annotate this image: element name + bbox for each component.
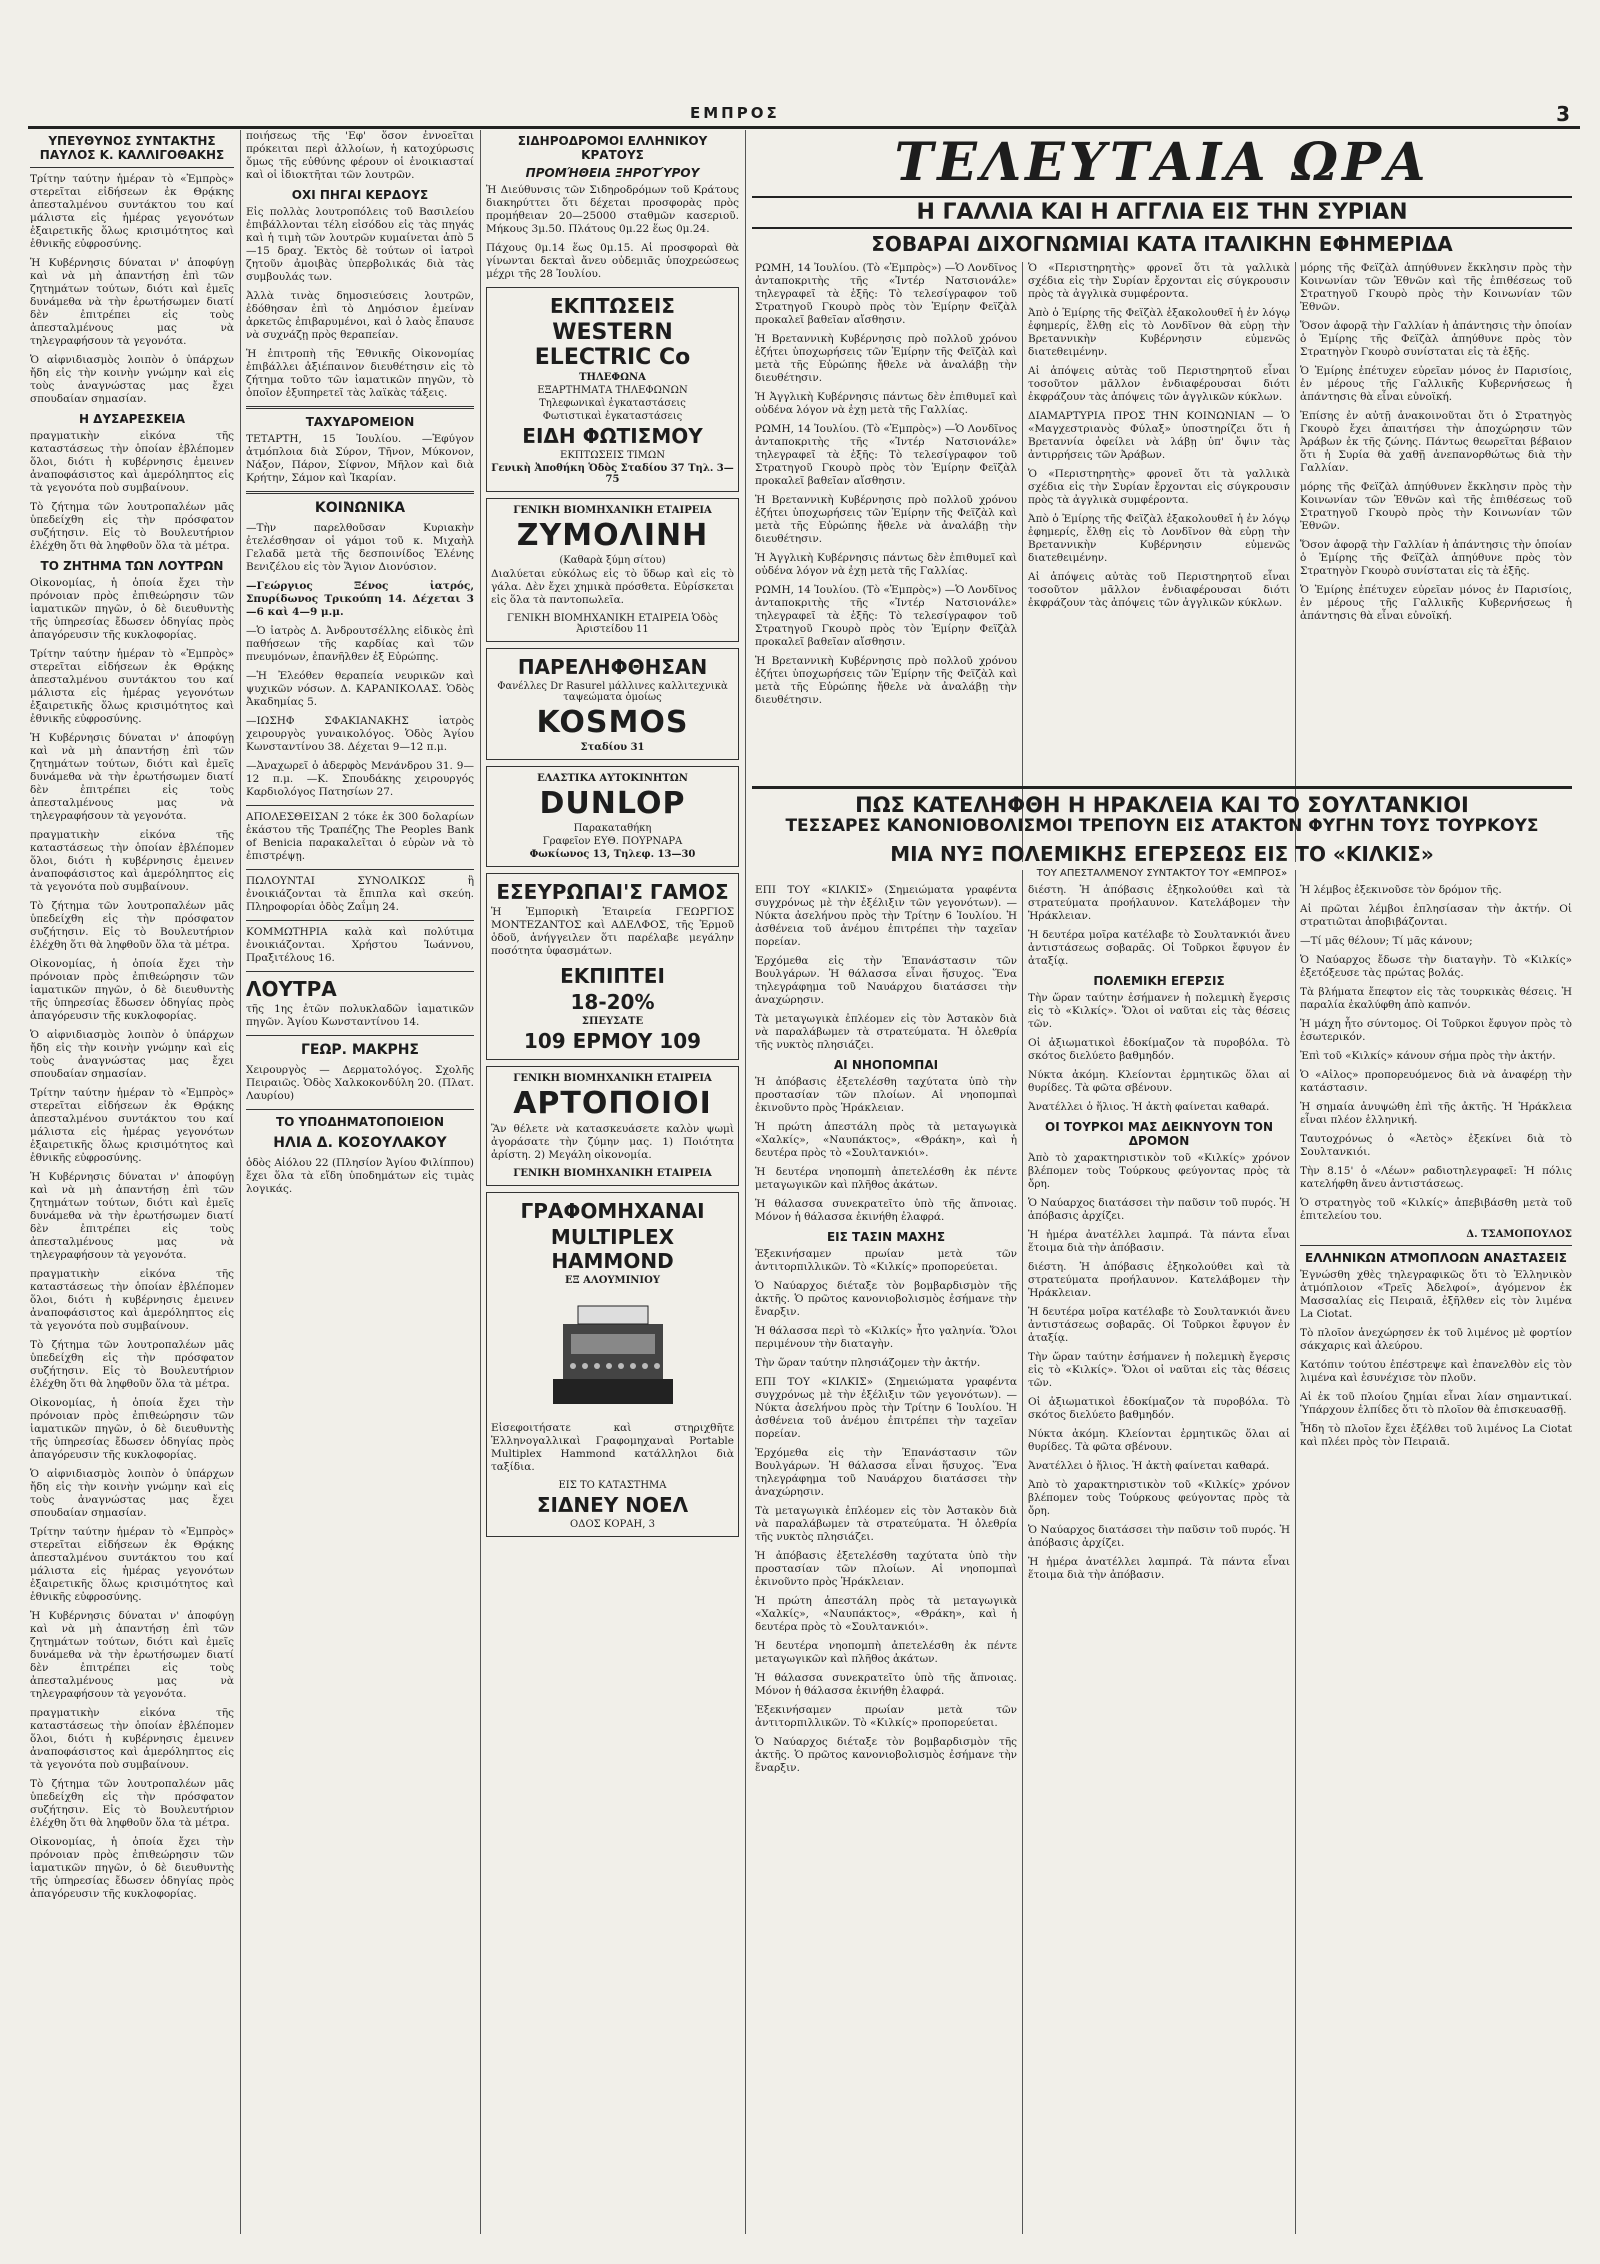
article-paragraph: Τὴν ὥραν ταύτην ἐσήμανεν ἡ πολεμικὴ ἔγερσις εἰς τὸ «Κιλκίς». Ὅλοι οἱ ναῦται εἰς τὰς θέσεις τῶν. — [1028, 992, 1290, 1030]
ad-title: ΛΟΥΤΡΑ — [246, 977, 337, 1001]
ad-text: Ἂν θέλετε νὰ κατασκευάσετε καλὸν ψωμὶ ἀγοράσατε τὴν ζύμην μας. 1) Ποιότητα ἀρίστη. 2) Μεγάλη οἰκονομία. — [491, 1123, 734, 1161]
article-paragraph: Εἰς πολλὰς λουτροπόλεις τοῦ Βασιλείου ἐπιβάλλονται τέλη εἰσόδου εἰς τὰς πηγάς καὶ ἡ τιμὴ τῶν λουτρῶν κυμαίνεται ἀπὸ 5—15 δραχ. Ἐκτὸς δὲ τούτων οἱ ἰατροὶ ζητοῦν ἀμοιβὰς ὑπερβολικάς διὰ τὰς συμβουλάς των. — [246, 206, 474, 283]
article-paragraph: Αἱ ἀπόψεις αὐτὰς τοῦ Περιστηρητοῦ εἶναι τοσοῦτον μᾶλλον ἐνδιαφέρουσαι διότι ἐκφράζουν τὰς ἀπόψεις τῶν ἀγγλικῶν κύκλων. — [1028, 571, 1290, 609]
typewriter-icon — [543, 1294, 683, 1414]
hammond-ad — [486, 1192, 739, 1537]
article-paragraph: Ἐξεκινήσαμεν πρωίαν μετὰ τῶν ἀντιτορπιλλικῶν. Τὸ «Κιλκίς» προπορεύεται. — [755, 1248, 1017, 1273]
ad-line: Φωτιστικαὶ ἐγκαταστάσεις — [542, 411, 683, 422]
section-heading: ΤΑΧΥΔΡΟΜΕΙΟΝ — [305, 415, 415, 429]
headline-2: ΣΟΒΑΡΑΙ ΔΙΧΟΓΝΩΜΙΑΙ ΚΑΤΑ ΙΤΑΛΙΚΗΝ ΕΦΗΜΕΡΙΔΑ — [871, 232, 1453, 256]
article-paragraph: ΡΩΜΗ, 14 Ἰουλίου. (Τὸ «Ἐμπρὸς») —Ὁ Λονδῖνος ἀνταποκριτὴς τῆς «Ἰντέρ Νατσιονάλε» τηλεγραφεῖ τὰ ἑξῆς: Τὸ τελεσίγραφον τοῦ Στρατηγοῦ Γκουρὸ πρὸς τὸν Ἐμίρην Φεϊζὰλ προκαλεῖ βαθεῖαν αἴσθησιν. — [755, 423, 1017, 487]
ad-brand: ΖΥΜΟΛΙΝΗ — [516, 518, 709, 553]
ad-address: 109 ΕΡΜΟΥ 109 — [523, 1029, 702, 1053]
ad-top: ΠΑΡΕΛΗΦΘΗΣΑΝ — [517, 655, 708, 679]
article-col-f — [1300, 884, 1572, 2234]
article-paragraph: Τρίτην ταύτην ἡμέραν τὸ «Ἐμπρὸς» στερεῖται εἰδήσεων ἐκ Θρᾴκης ἀπεσταλμένου συντάκτου του καί μάλιστα εἰς ἡμέρας γεγονότων ἐξαιρετικῆς ὅλως κρισιμότητος καὶ ἐθνικῆς εὐφροσύνης. — [30, 1087, 234, 1164]
article-paragraph: Ἡ δευτέρα μοῖρα κατέλαβε τὸ Σουλτανκιόι ἄνευ ἀντιστάσεως σοβαρᾶς. Οἱ Τοῦρκοι ἔφυγον ἐν ἀταξίᾳ. — [1028, 929, 1290, 967]
article-paragraph: Ἀλλὰ τινὰς δημοσιεύσεις λουτρῶν, ἐδόθησαν ἐπὶ τὸ Δημόσιον ἐμείναν ἀρκετῶς ἐπιβαρυμένοι, καὶ ὁ λαὸς ἔπαυσε νὰ συχνάζῃ πρὸς θεραπείαν. — [246, 290, 474, 341]
article-col-d — [755, 884, 1017, 2234]
article-paragraph: Τὴν 8.15' ὁ «Λέων» ραδιοτηλεγραφεῖ: Ἡ πόλις κατελήφθη ἄνευ ἀντιστάσεως. — [1300, 1165, 1572, 1190]
column-rule — [1022, 262, 1023, 862]
article-paragraph: Ἡ ἐπιτροπὴ τῆς Ἐθνικῆς Οἰκονομίας ἐπιβάλλει ἀξιέπαινον διευθέτησιν εἰς τὸ ζήτημα τοῦτο τῶν ἰαματικῶν πηγῶν, τὸ ὁποῖον ἐξυπηρετεῖ τὰς λαϊκὰς τάξεις. — [246, 348, 474, 399]
column-2 — [246, 130, 474, 2234]
article-paragraph: Νύκτα ἀκόμη. Κλείονται ἐρμητικῶς ὅλαι αἱ θυρίδες. Τὰ φῶτα σβένουν. — [1028, 1428, 1290, 1453]
ad-address: ΓΕΝΙΚΗ ΒΙΟΜΗΧΑΝΙΚΗ ΕΤΑΙΡΕΙΑ Ὁδὸς Ἀριστείδου 11 — [507, 613, 718, 635]
article-paragraph: Οἰκονομίας, ἡ ὁποία ἔχει τὴν πρόνοιαν πρὸς ἐπιθεώρησιν τῶν ἰαματικῶν πηγῶν, ὁ δὲ διευθυντὴς τῆς ὑπηρεσίας ἔδωσεν ὁδηγίας πρὸς ἀπαγόρευσιν τῆς κυκλοφορίας. — [30, 1836, 234, 1900]
ad-line: Γραφεῖον ΕΥΘ. ΠΟΥΡΝΑΡΑ — [542, 836, 683, 847]
ad-text: Ἡ Ἐμπορικὴ Ἑταιρεία ΓΕΩΡΓΙΟΣ ΜΟΝΤΕΖΑΝΤΟΣ καὶ ΑΔΕΛΦΟΣ, τῆς Ἑρμοῦ ὁδοῦ, ἀνήγγειλεν ὅτι παρέλαβε μεγάλην ποσότητα ὑφασμάτων. — [491, 906, 734, 957]
article-paragraph: Ἀπὸ ὁ Ἐμίρης τῆς Φεϊζὰλ ἐξακολουθεῖ ἡ ἐν λόγῳ ἐφημερίς, ἔλθῃ εἰς τὸ Λονδῖνον θὰ εὑρῃ τὴν Βρεταννικὴν Κυβέρνησιν εὐμενῶς διατεθειμένην. — [1028, 513, 1290, 564]
article-paragraph: Ἡ θάλασσα συνεκρατεῖτο ὑπὸ τῆς ἄπνοιας. Μόνον ἡ θάλασσα ἐκινήθη ἐλαφρά. — [755, 1198, 1017, 1223]
article-paragraph: Ἡ Κυβέρνησις δύναται ν' ἀποφύγῃ καὶ νὰ μὴ ἀπαντήσῃ ἐπὶ τῶν ζητημάτων τούτων, διότι καὶ ἐμεῖς δυνάμεθα νὰ τὴν ἐρωτήσωμεν διατί δὲν ἐπιτρέπει εἰς τοὺς ἀπεσταλμένους μας νὰ τηλεγραφήσουν τὰ γεγονότα. — [30, 257, 234, 347]
article-paragraph: Ὁ Ναύαρχος διέταξε τὸν βομβαρδισμὸν τῆς ἀκτῆς. Ὁ πρῶτος κανονιοβολισμὸς ἐσήμανε τὴν ἔναρξιν. — [755, 1736, 1017, 1774]
article-paragraph: Αἱ πρῶται λέμβοι ἐπλησίασαν τὴν ἀκτήν. Οἱ στρατιῶται ἀποβιβάζονται. — [1300, 903, 1572, 928]
ad-text: Πάχους 0μ.14 ἕως 0μ.15. Αἱ προσφοραὶ θὰ γίνωνται δεκταὶ ἄνευ οὐδεμιᾶς ὑποχρεώσεως μέχρι τῆς 28 Ἰουλίου. — [486, 242, 739, 280]
article-paragraph: Ὅσον ἀφορᾷ τὴν Γαλλίαν ἡ ἀπάντησις τὴν ὁποίαν ὁ Ἐμίρης τῆς Φεϊζὰλ ἀπηύθυνε πρὸς τὸν Στρατηγὸν Γκουρὸ συνίσταται εἰς τὰ ἑξῆς. — [1300, 320, 1572, 358]
article-paragraph: πραγματικὴν εἰκόνα τῆς καταστάσεως τὴν ὁποίαν ἐβλέπομεν ὅλοι, διότι ἡ κυβέρνησις ἐμεινεν ἀναποφάσιστος καὶ ἀμερόληπτος εἰς τὰ γεγονότα ποὺ συμβαίνουν. — [30, 829, 234, 893]
article-paragraph: Ἡ ἀπόβασις ἐξετελέσθη ταχύτατα ὑπὸ τὴν προστασίαν τῶν πλοίων. Αἱ νηοπομπαὶ ἐκινοῦντο πρὸς Ἡράκλειαν. — [755, 1550, 1017, 1588]
article-col-b — [1028, 262, 1290, 862]
article-paragraph: Ἀνατέλλει ὁ ἥλιος. Ἡ ἀκτὴ φαίνεται καθαρά. — [1028, 1101, 1270, 1113]
classified-ad: ΠΩΛΟΥΝΤΑΙ ΣΥΝΟΛΙΚΩΣ ἢ ἐνοικιάζονται τὰ ἔπιπλα καὶ σκεύη. Πληροφορίαι ὁδὸς Ζαΐμη 24. — [246, 875, 474, 913]
section-heading: ΚΟΙΝΩΝΙΚΑ — [314, 500, 406, 516]
article-paragraph: Ἡ δευτέρα νηοπομπὴ ἀπετελέσθη ἐκ πέντε μεταγωγικῶν καὶ πλῆθος ἀκάτων. — [755, 1640, 1017, 1665]
classified-ad: —Ὁ ἰατρὸς Δ. Ἀνδρουτσέλλης εἰδικὸς ἐπὶ παθήσεων τῆς καρδίας καὶ τῶν πνευμόνων, ἐπανῆλθεν ἐξ Εὐρώπης. — [246, 625, 474, 663]
article-paragraph: Οἱ ἀξιωματικοὶ ἐδοκίμαζον τὰ πυροβόλα. Τὸ σκότος διελύετο βαθμηδόν. — [1028, 1037, 1290, 1062]
article-paragraph: Τρίτην ταύτην ἡμέραν τὸ «Ἐμπρὸς» στερεῖται εἰδήσεων ἐκ Θρᾴκης ἀπεσταλμένου συντάκτου του καί μάλιστα εἰς ἡμέρας γεγονότων ἐξαιρετικῆς ὅλως κρισιμότητος καὶ ἐθνικῆς εὐφροσύνης. — [30, 648, 234, 725]
ad-text: Εἰσεφοιτήσατε καὶ στηριχθῆτε Ἑλληνογαλλικαὶ Γραφομηχαναὶ Portable Multiplex Hammond κατάλληλοι διὰ ταξίδια. — [491, 1422, 734, 1473]
ad-line: ΣΙΔΝΕΥ ΝΟΕΛ — [536, 1493, 689, 1517]
article-paragraph: ποιήσεως τῆς 'Εφ' ὅσον ἐννοεῖται πρόκειται περὶ ἀλλοίων, ἡ κατοχύρωσις ὅμως τῆς εὐθύνης φέρουν οἱ ἐνοικιασταί καὶ οἱ ἰδιοκτῆται τῶν λουτρῶν. — [246, 130, 474, 181]
banner-headline: ΤΕΛΕΥΤΑΙΑ ΩΡΑ — [894, 132, 1430, 193]
headline-5: ΜΙΑ ΝΥΞ ΠΟΛΕΜΙΚΗΣ ΕΓΕΡΣΕΩΣ ΕΙΣ ΤΟ «ΚΙΛΚΙΣ» — [890, 842, 1434, 866]
classified-ad: —Ἡ Ἐλεόθεν θεραπεία νευρικῶν καὶ ψυχικῶν νόσων. Δ. ΚΑΡΑΝΙΚΟΛΑΣ. Ὁδὸς Ἀκαδημίας 5. — [246, 670, 474, 708]
article-paragraph: —Τί μᾶς θέλουν; Τί μᾶς κάνουν; — [1300, 935, 1473, 947]
article-col-a — [755, 262, 1017, 862]
subheading: Η ΔΥΣΑΡΕΣΚΕΙΑ — [78, 412, 186, 426]
byline: ΤΟΥ ΑΠΕΣΤΑΛΜΕΝΟΥ ΣΥΝΤΑΚΤΟΥ ΤΟΥ «ΕΜΠΡΟΣ» — [1036, 868, 1288, 879]
ad-address: ΟΔΟΣ ΚΟΡΑΗ, 3 — [570, 1519, 655, 1530]
column-rule — [745, 130, 746, 2234]
article-paragraph: Ὁ «Περιστηρητὴς» φρονεῖ ὅτι τὰ γαλλικὰ σχέδια εἰς τὴν Συρίαν ἔρχονται εἰς σύγκρουσιν πρὸς τὰ ἀγγλικὰ συμφέροντα. — [1028, 468, 1290, 506]
article-paragraph: Ἡ μάχη ἦτο σύντομος. Οἱ Τοῦρκοι ἔφυγον πρὸς τὸ ἐσωτερικόν. — [1300, 1018, 1572, 1043]
article-paragraph: Ἀπὸ τὸ χαρακτηριστικὸν τοῦ «Κιλκίς» χρόνον βλέπομεν τοὺς Τούρκους φεύγοντας πρὸς τὰ ὄρη. — [1028, 1152, 1290, 1190]
article-paragraph: Αἱ ἀπόψεις αὐτὰς τοῦ Περιστηρητοῦ εἶναι τοσοῦτον μᾶλλον ἐνδιαφέρουσαι διότι ἐκφράζουν τὰς ἀπόψεις τῶν ἀγγλικῶν κύκλων. — [1028, 365, 1290, 403]
article-paragraph: Ὁ «Περιστηρητὴς» φρονεῖ ὅτι τὰ γαλλικὰ σχέδια εἰς τὴν Συρίαν ἔρχονται εἰς σύγκρουσιν πρὸς τὰ ἀγγλικὰ συμφέροντα. — [1028, 262, 1290, 300]
article-paragraph: Ἐρχόμεθα εἰς τὴν Ἐπανάστασιν τῶν Βουλγάρων. Ἡ θάλασσα εἶναι ἥσυχος. Ἕνα τηλεγράφημα τοῦ Ναυάρχου διατάσσει τὴν ἀναχώρησιν. — [755, 955, 1017, 1006]
article-paragraph: Αἱ ἐκ τοῦ πλοίου ζημίαι εἶναι λίαν σημαντικαί. Ὑπάρχουν ἐλπίδες ὅτι τὸ πλοῖον θὰ ἐπισκευασθῇ. — [1300, 1391, 1572, 1416]
ad-top: ΕΣΕΥΡΩΠΑΙ'Σ ΓΑΜΟΣ — [496, 880, 729, 904]
article-paragraph: Ἡ θάλασσα περὶ τὸ «Κιλκίς» ἦτο γαληνία. Ὅλοι περιμένουν τὴν διαταγὴν. — [755, 1325, 1017, 1350]
article-paragraph: Τὸ ζήτημα τῶν λουτροπαλέων μᾶς ὑπεδείχθη εἰς τὴν πρόσφατον συζήτησιν. Εἰς τὸ Βουλευτήριον ἐλέχθη ὅτι θὰ ληφθοῦν ὅλα τὰ μέτρα. — [30, 900, 234, 951]
ad-brand: MULTIPLEX HAMMOND — [550, 1225, 675, 1273]
article-paragraph: Ἡ Βρεταννικὴ Κυβέρνησις πρὸ πολλοῦ χρόνου ἐζήτει ὑποχωρήσεις τῶν Ἐμίρην τῆς Φεϊζὰλ καὶ μετὰ τῆς Εὐρώπης ἤθελε νὰ ἀναλάβῃ τὴν διευθέτησιν. — [755, 494, 1017, 545]
article-paragraph: Ὁ στρατηγὸς τοῦ «Κιλκίς» ἀπεβιβάσθη μετὰ τοῦ ἐπιτελείου του. — [1300, 1197, 1572, 1222]
article-paragraph: Ἡ Κυβέρνησις δύναται ν' ἀποφύγῃ καὶ νὰ μὴ ἀπαντήσῃ ἐπὶ τῶν ζητημάτων τούτων, διότι καὶ ἐμεῖς δυνάμεθα νὰ τὴν ἐρωτήσωμεν διατί δὲν ἐπιτρέπει εἰς τοὺς ἀπεσταλμένους μας νὰ τηλεγραφήσουν τὰ γεγονότα. — [30, 1610, 234, 1700]
article-col-e — [1028, 884, 1290, 2234]
headline-3: ΠΩΣ ΚΑΤΕΛΗΦΘΗ Η ΗΡΑΚΛΕΙΑ ΚΑΙ ΤΟ ΣΟΥΛΤΑΝΚΙΟΙ — [752, 786, 1572, 817]
ad-line: ΕΚΠΙΠΤΕΙ — [560, 964, 665, 988]
article-paragraph: πραγματικὴν εἰκόνα τῆς καταστάσεως τὴν ὁποίαν ἐβλέπομεν ὅλοι, διότι ἡ κυβέρνησις ἐμεινεν ἀναποφάσιστος καὶ ἀμερόληπτος εἰς τὰ γεγονότα ποὺ συμβαίνουν. — [30, 1268, 234, 1332]
ad-title: ΤΟ ΥΠΟΔΗΜΑΤΟΠΟΙΕΙΟΝ — [275, 1115, 445, 1129]
article-paragraph: ΔΙΑΜΑΡΤΥΡΙΑ ΠΡΟΣ ΤΗΝ ΚΟΙΝΩΝΙΑΝ — Ὁ «Μαγχεστριανὸς Φύλαξ» ὑποστηρίζει ὅτι ἡ Βρεταννία ὀφείλει νὰ λάβῃ ὑπ' ὄψιν τὰς ἀντιρρήσεις τῶν Ἀράβων. — [1028, 410, 1290, 461]
column-1 — [30, 130, 234, 2234]
article-paragraph: Ἀπὸ τὸ χαρακτηριστικὸν τοῦ «Κιλκίς» χρόνον βλέπομεν τοὺς Τούρκους φεύγοντας πρὸς τὰ ὄρη. — [1028, 1479, 1290, 1517]
article-paragraph: Οἰκονομίας, ἡ ὁποία ἔχει τὴν πρόνοιαν πρὸς ἐπιθεώρησιν τῶν ἰαματικῶν πηγῶν, ὁ δὲ διευθυντὴς τῆς ὑπηρεσίας ἔδωσεν ὁδηγίας πρὸς ἀπαγόρευσιν τῆς κυκλοφορίας. — [30, 1397, 234, 1461]
article-paragraph: Οἱ ἀξιωματικοὶ ἐδοκίμαζον τὰ πυροβόλα. Τὸ σκότος διελύετο βαθμηδόν. — [1028, 1396, 1290, 1421]
ad-address: Φωκίωνος 13, Τηλεφ. 13—30 — [529, 849, 696, 860]
ad-brand: ΑΡΤΟΠΟΙΟΙ — [513, 1086, 712, 1121]
article-paragraph: Ἡ ἡμέρα ἀνατέλλει λαμπρά. Τὰ πάντα εἶναι ἕτοιμα διὰ τὴν ἀπόβασιν. — [1028, 1229, 1290, 1254]
ad-brand: KOSMOS — [536, 705, 689, 740]
article-paragraph: Ὁ Ἐμίρης ἐπέτυχεν εὐρεῖαν μόνος ἐν Παρισίοις, ἐν μέρους τῆς Γαλλικῆς Κυβερνήσεως ἡ ἀπάντησις θὰ εἶναι εὐνοϊκή. — [1300, 365, 1572, 403]
article-paragraph: Ἡ Βρεταννικὴ Κυβέρνησις πρὸ πολλοῦ χρόνου ἐζήτει ὑποχωρήσεις τῶν Ἐμίρην τῆς Φεϊζὰλ καὶ μετὰ τῆς Εὐρώπης ἤθελε νὰ ἀναλάβῃ τὴν διευθέτησιν. — [755, 333, 1017, 384]
subheading: ΟΙ ΤΟΥΡΚΟΙ ΜΑΣ ΔΕΙΚΝΥΟΥΝ ΤΟΝ ΔΡΟΜΟΝ — [1045, 1120, 1273, 1148]
column-3-ads — [486, 130, 739, 2234]
ad-text: Ἡ Διεύθυνσις τῶν Σιδηροδρόμων τοῦ Κράτους διακηρύττει ὅτι δέχεται προσφορὰς πρὸς προμήθειαν 20—25000 σταθμῶν κασεριοῦ. Μήκους 3μ.50. Πλάτους 0μ.22 ἕως 0μ.24. — [486, 184, 739, 235]
montezantos-ad — [486, 873, 739, 1060]
ad-line: ΕΞΑΡΤΗΜΑΤΑ ΤΗΛΕΦΩΝΩΝ — [537, 385, 688, 396]
article-paragraph: Ἡ ἡμέρα ἀνατέλλει λαμπρά. Τὰ πάντα εἶναι ἕτοιμα διὰ τὴν ἀπόβασιν. — [1028, 1556, 1290, 1581]
column-rule — [1295, 262, 1296, 862]
article-paragraph: Ὁ Ναύαρχος διατάσσει τὴν παῦσιν τοῦ πυρός. Ἡ ἀπόβασις ἀρχίζει. — [1028, 1524, 1290, 1549]
subheading: ΠΟΛΕΜΙΚΗ ΕΓΕΡΣΙΣ — [1093, 974, 1225, 988]
column-rule — [240, 130, 241, 2234]
article-paragraph: Ὁ «Αἰλος» προπορευόμενος διὰ νὰ ἀναφέρῃ τὴν κατάστασιν. — [1300, 1069, 1572, 1094]
article-paragraph: ΤΕΤΑΡΤΗ, 15 Ἰουλίου. —Ἐφύγον ἀτμόπλοια διὰ Σύρον, Τῆνον, Μύκονον, Νάξον, Πάρον, Σίφνον, Μῆλον καὶ διὰ Κρήτην, Σάμον καὶ Ἰκαρίαν. — [246, 433, 474, 484]
article-paragraph: Ἐγνώσθη χθὲς τηλεγραφικῶς ὅτι τὸ Ἑλληνικὸν ἀτμόπλοιον «Τρεῖς Ἀδελφοί», ἀγόμενον ἐκ Μασσαλίας εἰς Πειραιᾶ, ἐξῆλθεν εἰς τὸν λιμένα La Ciotat. — [1300, 1269, 1572, 1320]
article-paragraph: Νύκτα ἀκόμη. Κλείονται ἐρμητικῶς ὅλαι αἱ θυρίδες. Τὰ φῶτα σβένουν. — [1028, 1069, 1290, 1094]
ad-address: Γενικὴ Ἀποθήκη Ὁδὸς Σταδίου 37 Τηλ. 3—75 — [491, 463, 734, 485]
page-number: 3 — [1556, 102, 1570, 126]
ad-brand: DUNLOP — [539, 786, 686, 821]
signature: Δ. ΤΣΑΜΟΠΟΥΛΟΣ — [1466, 1229, 1572, 1240]
article-paragraph: Ἡ πρώτη ἀπεστάλη πρὸς τὰ μεταγωγικὰ «Χαλκίς», «Ναυπάκτος», «Θράκη», καὶ ἡ δευτέρα πρὸς τὸ «Σουλτανκιόι». — [755, 1121, 1017, 1159]
section-heading: ΕΛΛΗΝΙΚΩΝ ΑΤΜΟΠΛΟΩΝ ΑΝΑΣΤΑΣΕΙΣ — [1305, 1251, 1567, 1265]
article-paragraph: Τὸ ζήτημα τῶν λουτροπαλέων μᾶς ὑπεδείχθη εἰς τὴν πρόσφατον συζήτησιν. Εἰς τὸ Βουλευτήριον ἐλέχθη ὅτι θὰ ληφθοῦν ὅλα τὰ μέτρα. — [30, 501, 234, 552]
article-paragraph: Ἡ σημαία ἀνυψώθη ἐπὶ τῆς ἀκτῆς. Ἡ Ἡράκλεια εἶναι πλέον ἑλληνική. — [1300, 1101, 1572, 1126]
classified-ad: ΑΠΟΛΕΣΘΕΙΣΑΝ 2 τόκε ἐκ 300 δολαρίων ἑκάστου τῆς Τραπέζης The Peoples Bank of Benicia παρακαλεῖται ὁ εὑρὼν νὰ τὸ ἐπιστρέψῃ. — [246, 811, 474, 862]
classified-ad: —Ἀναχωρεῖ ὁ ἀδερφὸς Μενάνδρου 31. 9—12 π.μ. —Κ. Σπουδάκης χειρουργός Καρδιολόγος Πατησίων 27. — [246, 760, 474, 798]
article-paragraph: Οἰκονομίας, ἡ ὁποία ἔχει τὴν πρόνοιαν πρὸς ἐπιθεώρησιν τῶν ἰαματικῶν πηγῶν, ὁ δὲ διευθυντὴς τῆς ὑπηρεσίας ἔδωσεν ὁδηγίας πρὸς ἀπαγόρευσιν τῆς κυκλοφορίας. — [30, 577, 234, 641]
article-paragraph: Οἰκονομίας, ἡ ὁποία ἔχει τὴν πρόνοιαν πρὸς ἐπιθεώρησιν τῶν ἰαματικῶν πηγῶν, ὁ δὲ διευθυντὴς τῆς ὑπηρεσίας ἔδωσεν ὁδηγίας πρὸς ἀπαγόρευσιν τῆς κυκλοφορίας. — [30, 958, 234, 1022]
article-paragraph: μόρης τῆς Φεϊζὰλ ἀπηύθυνεν ἔκκλησιν πρὸς τὴν Κοινωνίαν τῶν Ἐθνῶν καὶ τῆς ἐπιθέσεως τοῦ Στρατηγοῦ Γκουρὸ πρὸς τὴν Κοινωνίαν τῶν Ἐθνῶν. — [1300, 262, 1572, 313]
kosmos-ad — [486, 648, 739, 760]
article-paragraph: ΡΩΜΗ, 14 Ἰουλίου. (Τὸ «Ἐμπρὸς») —Ὁ Λονδῖνος ἀνταποκριτὴς τῆς «Ἰντέρ Νατσιονάλε» τηλεγραφεῖ τὰ ἑξῆς: Τὸ τελεσίγραφον τοῦ Στρατηγοῦ Γκουρὸ πρὸς τὸν Ἐμίρην Φεϊζὰλ προκαλεῖ βαθεῖαν αἴσθησιν. — [755, 262, 1017, 326]
column-rule — [1022, 870, 1023, 2234]
article-paragraph: Τὸ ζήτημα τῶν λουτροπαλέων μᾶς ὑπεδείχθη εἰς τὴν πρόσφατον συζήτησιν. Εἰς τὸ Βουλευτήριον ἐλέχθη ὅτι θὰ ληφθοῦν ὅλα τὰ μέτρα. — [30, 1339, 234, 1390]
article-paragraph: πραγματικὴν εἰκόνα τῆς καταστάσεως τὴν ὁποίαν ἐβλέπομεν ὅλοι, διότι ἡ κυβέρνησις ἐμεινεν ἀναποφάσιστος καὶ ἀμερόληπτος εἰς τὰ γεγονότα ποὺ συμβαίνουν. — [30, 430, 234, 494]
article-paragraph: Ὁ αἰφνιδιασμὸς λοιπὸν ὁ ὑπάρχων ἤδη εἰς τὴν κοινὴν γνώμην καὶ εἰς τοὺς ἀναγνώστας μας ἔχει σπουδαίαν σημασίαν. — [30, 1468, 234, 1519]
article-paragraph: Τὰ μεταγωγικὰ ἐπλέομεν εἰς τὸν Ἀστακὸν διὰ νὰ παραλάβωμεν τὰ στρατεύματα. Ἡ ὁλεθρία τῆς νυκτὸς πλησιάζει. — [755, 1505, 1017, 1543]
subheading: ΟΧΙ ΠΗΓΑΙ ΚΕΡΔΟΥΣ — [291, 188, 429, 202]
article-paragraph: Ἐπὶ τοῦ «Κιλκίς» κάνουν σήμα πρὸς τὴν ἀκτήν. — [1300, 1050, 1556, 1062]
ad-sub: ΕΞ ΑΛΟΥΜΙΝΙΟΥ — [565, 1275, 660, 1286]
article-paragraph: Ἦδη τὸ πλοῖον ἔχει ἐξέλθει τοῦ λιμένος La Ciotat καὶ πλέει πρὸς τὸν Πειραιᾶ. — [1300, 1423, 1572, 1448]
article-paragraph: πραγματικὴν εἰκόνα τῆς καταστάσεως τὴν ὁποίαν ἐβλέπομεν ὅλοι, διότι ἡ κυβέρνησις ἐμεινεν ἀναποφάσιστος καὶ ἀμερόληπτος εἰς τὰ γεγονότα ποὺ συμβαίνουν. — [30, 1707, 234, 1771]
article-paragraph: Τρίτην ταύτην ἡμέραν τὸ «Ἐμπρὸς» στερεῖται εἰδήσεων ἐκ Θρᾴκης ἀπεσταλμένου συντάκτου του καί μάλιστα εἰς ἡμέρας γεγονότων ἐξαιρετικῆς ὅλως κρισιμότητος καὶ ἐθνικῆς εὐφροσύνης. — [30, 1526, 234, 1603]
article-paragraph: Ἡ λέμβος ἐξεκινοῦσε τὸν δρόμον τῆς. — [1300, 884, 1502, 896]
article-paragraph: Κατόπιν τούτου ἐπέστρεψε καὶ ἐπανελθὸν εἰς τὸν λιμένα καὶ ἐσυνέχισε τὸν πλοῦν. — [1300, 1359, 1572, 1384]
article-paragraph: Ἐρχόμεθα εἰς τὴν Ἐπανάστασιν τῶν Βουλγάρων. Ἡ θάλασσα εἶναι ἥσυχος. Ἕνα τηλεγράφημα τοῦ Ναυάρχου διατάσσει τὴν ἀναχώρησιν. — [755, 1447, 1017, 1498]
ad-line: ΕΙΣ ΤΟ ΚΑΤΑΣΤΗΜΑ — [558, 1480, 667, 1491]
ad-line: ΕΚΠΤΩΣΕΙΣ ΤΙΜΩΝ — [560, 450, 665, 461]
editor-heading: ΥΠΕΥΘΥΝΟΣ ΣΥΝΤΑΚΤΗΣ ΠΑΥΛΟΣ Κ. ΚΑΛΛΙΓΟΘΑΚΗΣ — [39, 134, 225, 162]
ad-line: Παρακαταθήκη — [573, 823, 652, 834]
article-paragraph: Ἐπίσης ἐν αὐτῇ ἀνακοινοῦται ὅτι ὁ Στρατηγὸς Γκουρὸ ἔχει ἀπαιτήσει τὴν ἀποχώρησιν τῶν Ἀράβων ἐκ τῆς ζώνης. Πάντως θεωρεῖται βέβαιον ὅτι ἡ Συρία θὰ χαθῇ ἀνεπανορθώτως διὰ τὴν Γαλλίαν. — [1300, 410, 1572, 474]
column-rule — [1295, 870, 1296, 2234]
ad-line: Φανέλλες Dr Rasurel μάλλινες καλλιτεχνικὰ ταψεώματα ὁμοίως — [497, 681, 728, 703]
subheading: ΤΟ ΖΗΤΗΜΑ ΤΩΝ ΛΟΥΤΡΩΝ — [40, 559, 224, 573]
article-paragraph: Ἡ Ἀγγλικὴ Κυβέρνησις πάντως δὲν ἐπιθυμεῖ καὶ οὐδένα λόγον νὰ ἐχῃ μετὰ τῆς Γαλλίας. — [755, 391, 1017, 416]
article-paragraph: Ἀπὸ ὁ Ἐμίρης τῆς Φεϊζὰλ ἐξακολουθεῖ ἡ ἐν λόγῳ ἐφημερίς, ἔλθῃ εἰς τὸ Λονδῖνον θὰ εὑρῃ τὴν Βρεταννικὴν Κυβέρνησιν εὐμενῶς διατεθειμένην. — [1028, 307, 1290, 358]
ad-sub: (Καθαρὰ ξύμη σίτου) — [559, 555, 666, 566]
classified-ad: τῆς 1ης ἐτῶν πολυκλαδῶν ἰαματικῶν πηγῶν. Ἁγίου Κωνσταντίνου 14. — [246, 1003, 474, 1028]
article-paragraph: Ἐξεκινήσαμεν πρωίαν μετὰ τῶν ἀντιτορπιλλικῶν. Τὸ «Κιλκίς» προπορεύεται. — [755, 1704, 1017, 1729]
article-paragraph: Ὁ Ναύαρχος διέταξε τὸν βομβαρδισμὸν τῆς ἀκτῆς. Ὁ πρῶτος κανονιοβολισμὸς ἐσήμανε τὴν ἔναρξιν. — [755, 1280, 1017, 1318]
article-paragraph: διέστη. Ἡ ἀπόβασις ἐξηκολούθει καὶ τὰ στρατεύματα προήλαυνον. Κατελάβομεν τὴν Ἡράκλειαν. — [1028, 884, 1290, 922]
masthead-rule — [28, 112, 1580, 129]
ad-line: ΣΠΕΥΣΑΤΕ — [581, 1016, 644, 1027]
ad-heading: ΣΙΔΗΡΟΔΡΟΜΟΙ ΕΛΛΗΝΙΚΟΥ ΚΡΑΤΟΥΣ — [517, 134, 708, 162]
article-paragraph: Τὴν ὥραν ταύτην πλησιάζομεν τὴν ἀκτήν. — [755, 1357, 981, 1369]
ad-text: Διαλύεται εὐκόλως εἰς τὸ ὕδωρ καὶ εἰς τὸ γάλα. Δὲν ἔχει χημικὰ πρόσθετα. Εὑρίσκεται εἰς ὅλα τὰ παντοπωλεῖα. — [491, 568, 734, 606]
ad-line: ΤΗΛΕΦΩΝΑ — [579, 372, 646, 383]
article-paragraph: Ἡ πρώτη ἀπεστάλη πρὸς τὰ μεταγωγικὰ «Χαλκίς», «Ναυπάκτος», «Θράκη», καὶ ἡ δευτέρα πρὸς τὸ «Σουλτανκιόι». — [755, 1595, 1017, 1633]
ad-top: ΕΛΑΣΤΙΚΑ ΑΥΤΟΚΙΝΗΤΩΝ — [537, 773, 688, 784]
article-paragraph: Τὸ πλοῖον ἀνεχώρησεν ἐκ τοῦ λιμένος μὲ φορτίον σάκχαρις καὶ ἀλεύρου. — [1300, 1327, 1572, 1352]
article-paragraph: Ἡ θάλασσα συνεκρατεῖτο ὑπὸ τῆς ἄπνοιας. Μόνον ἡ θάλασσα ἐκινήθη ἐλαφρά. — [755, 1672, 1017, 1697]
article-paragraph: Ὁ αἰφνιδιασμὸς λοιπὸν ὁ ὑπάρχων ἤδη εἰς τὴν κοινὴν γνώμην καὶ εἰς τοὺς ἀναγνώστας μας ἔχει σπουδαίαν σημασίαν. — [30, 1029, 234, 1080]
ad-top: ΓΕΝΙΚΗ ΒΙΟΜΗΧΑΝΙΚΗ ΕΤΑΙΡΕΙΑ — [513, 1073, 712, 1084]
article-paragraph: Ἡ Κυβέρνησις δύναται ν' ἀποφύγῃ καὶ νὰ μὴ ἀπαντήσῃ ἐπὶ τῶν ζητημάτων τούτων, διότι καὶ ἐμεῖς δυνάμεθα νὰ τὴν ἐρωτήσωμεν διατί δὲν ἐπιτρέπει εἰς τοὺς ἀπεσταλμένους μας νὰ τηλεγραφήσουν τὰ γεγονότα. — [30, 1171, 234, 1261]
classified-ad: —Γεώργιος Ξένος ἰατρός, Σπυρίδωνος Τρικούπη 14. Δέχεται 3—6 καὶ 4—9 μ.μ. — [246, 580, 474, 618]
classified-ad: —ΙΩΣΗΦ ΣΦΑΚΙΑΝΑΚΗΣ ἰατρὸς χειρουργὸς γυναικολόγος. Ὁδὸς Ἁγίου Κωνσταντίνου 38. Δέχεται 9—12 π.μ. — [246, 715, 474, 753]
article-paragraph: Ὁ Ναύαρχος διατάσσει τὴν παῦσιν τοῦ πυρός. Ἡ ἀπόβασις ἀρχίζει. — [1028, 1197, 1290, 1222]
article-paragraph: Ἡ ἀπόβασις ἐξετελέσθη ταχύτατα ὑπὸ τὴν προστασίαν τῶν πλοίων. Αἱ νηοπομπαὶ ἐκινοῦντο πρὸς Ἡράκλειαν. — [755, 1076, 1017, 1114]
article-paragraph: Τὴν ὥραν ταύτην ἐσήμανεν ἡ πολεμικὴ ἔγερσις εἰς τὸ «Κιλκίς». Ὅλοι οἱ ναῦται εἰς τὰς θέσεις τῶν. — [1028, 1351, 1290, 1389]
article-paragraph: Τρίτην ταύτην ἡμέραν τὸ «Ἐμπρὸς» στερεῖται εἰδήσεων ἐκ Θρᾴκης ἀπεσταλμένου συντάκτου του καί μάλιστα εἰς ἡμέρας γεγονότων ἐξαιρετικῆς ὅλως κρισιμότητος καὶ ἐθνικῆς εὐφροσύνης. — [30, 173, 234, 250]
classified-ad: ὁδὸς Αἰόλου 22 (Πλησίον Ἁγίου Φιλίππου) ἔχει ὅλα τὰ εἴδη ὑποδημάτων εἰς τιμὰς λογικάς. — [246, 1157, 474, 1195]
subheading: ΕΙΣ ΤΑΣΙΝ ΜΑΧΗΣ — [826, 1230, 946, 1244]
ad-line: Τηλεφωνικαὶ ἐγκαταστάσεις — [539, 398, 686, 409]
classified-ad: ΚΟΜΜΩΤΗΡΙΑ καλὰ καὶ πολύτιμα ἐνοικιάζονται. Χρήστου Ἰωάννου, Πραξιτέλους 16. — [246, 926, 474, 964]
article-paragraph: διέστη. Ἡ ἀπόβασις ἐξηκολούθει καὶ τὰ στρατεύματα προήλαυνον. Κατελάβομεν τὴν Ἡράκλειαν. — [1028, 1261, 1290, 1299]
article-paragraph: Ὅσον ἀφορᾷ τὴν Γαλλίαν ἡ ἀπάντησις τὴν ὁποίαν ὁ Ἐμίρης τῆς Φεϊζὰλ ἀπηύθυνε πρὸς τὸν Στρατηγὸν Γκουρὸ συνίσταται εἰς τὰ ἑξῆς. — [1300, 539, 1572, 577]
ad-line: 18-20% — [570, 990, 655, 1014]
article-paragraph: Ἡ δευτέρα νηοπομπὴ ἀπετελέσθη ἐκ πέντε μεταγωγικῶν καὶ πλῆθος ἀκάτων. — [755, 1166, 1017, 1191]
article-paragraph: ΕΠΙ ΤΟΥ «ΚΙΛΚΙΣ» (Σημειώματα γραφέντα συγχρόνως μὲ τὴν ἐξέλιξιν τῶν γεγονότων). —Νύκτα ἀσελήνου πρὸς τὴν Τρίτην 6 Ἰουλίου. Ἡ ἀσθένεια τοῦ ἀνέμου ἐπιτρέπει τὴν ταχεῖαν πορείαν. — [755, 884, 1017, 948]
article-paragraph: ΡΩΜΗ, 14 Ἰουλίου. (Τὸ «Ἐμπρὸς») —Ὁ Λονδῖνος ἀνταποκριτὴς τῆς «Ἰντέρ Νατσιονάλε» τηλεγραφεῖ τὰ ἑξῆς: Τὸ τελεσίγραφον τοῦ Στρατηγοῦ Γκουρὸ πρὸς τὸν Ἐμίρην Φεϊζὰλ προκαλεῖ βαθεῖαν αἴσθησιν. — [755, 584, 1017, 648]
article-paragraph: Τὰ μεταγωγικὰ ἐπλέομεν εἰς τὸν Ἀστακὸν διὰ νὰ παραλάβωμεν τὰ στρατεύματα. Ἡ ὁλεθρία τῆς νυκτὸς πλησιάζει. — [755, 1013, 1017, 1051]
ad-title: ΓΕΩΡ. ΜΑΚΡΗΣ — [301, 1042, 419, 1058]
masthead-title: ΕΜΠΡΟΣ — [690, 104, 780, 122]
article-paragraph: Ἡ Βρεταννικὴ Κυβέρνησις πρὸ πολλοῦ χρόνου ἐζήτει ὑποχωρήσεις τῶν Ἐμίρην τῆς Φεϊζὰλ καὶ μετὰ τῆς Εὐρώπης ἤθελε νὰ ἀναλάβῃ τὴν διευθέτησιν. — [755, 655, 1017, 706]
classified-ad: Χειρουργὸς — Δερματολόγος. Σχολῆς Πειραιῶς. Ὁδὸς Χαλκοκονδύλη 20. (Πλατ. Λαυρίου) — [246, 1064, 474, 1102]
ad-top: ΓΕΝΙΚΗ ΒΙΟΜΗΧΑΝΙΚΗ ΕΤΑΙΡΕΙΑ — [513, 505, 712, 516]
article-paragraph: Ἀνατέλλει ὁ ἥλιος. Ἡ ἀκτὴ φαίνεται καθαρά. — [1028, 1460, 1270, 1472]
column-rule — [480, 130, 481, 2234]
ad-subheading: ΠΡΟΜΉΘΕΙΑ ΞΗΡΟΤΎΡΟΥ — [525, 166, 700, 180]
headline-1: Η ΓΑΛΛΙΑ ΚΑΙ Η ΑΓΓΛΙΑ ΕΙΣ ΤΗΝ ΣΥΡΙΑΝ — [752, 196, 1572, 229]
zymolini-ad — [486, 498, 739, 642]
headline-4: ΤΕΣΣΑΡΕΣ ΚΑΝΟΝΙΟΒΟΛΙΣΜΟΙ ΤΡΕΠΟΥΝ ΕΙΣ ΑΤΑΚΤΟΝ ΦΥΓΗΝ ΤΟΥΣ ΤΟΥΡΚΟΥΣ — [785, 816, 1539, 836]
article-paragraph: Τὰ βλήματα ἔπεφτον εἰς τὰς τουρκικὰς θέσεις. Ἡ παραλία ἐκαλύφθη ἀπὸ καπνόν. — [1300, 986, 1572, 1011]
ad-title: ΗΛΙΑ Δ. ΚΟΣΟΥΛΑΚΟΥ — [273, 1135, 447, 1151]
ad-address: Σταδίου 31 — [580, 742, 645, 753]
article-paragraph: Ὁ Ἐμίρης ἐπέτυχεν εὐρεῖαν μόνος ἐν Παρισίοις, ἐν μέρους τῆς Γαλλικῆς Κυβερνήσεως ἡ ἀπάντησις θὰ εἶναι εὐνοϊκή. — [1300, 584, 1572, 622]
article-paragraph: Ἡ δευτέρα μοῖρα κατέλαβε τὸ Σουλτανκιόι ἄνευ ἀντιστάσεως σοβαρᾶς. Οἱ Τοῦρκοι ἔφυγον ἐν ἀταξίᾳ. — [1028, 1306, 1290, 1344]
subheading: ΑΙ ΝΗΟΠΟΜΠΑΙ — [833, 1058, 939, 1072]
article-paragraph: ΕΠΙ ΤΟΥ «ΚΙΛΚΙΣ» (Σημειώματα γραφέντα συγχρόνως μὲ τὴν ἐξέλιξιν τῶν γεγονότων). —Νύκτα ἀσελήνου πρὸς τὴν Τρίτην 6 Ἰουλίου. Ἡ ἀσθένεια τοῦ ἀνέμου ἐπιτρέπει τὴν ταχεῖαν πορείαν. — [755, 1376, 1017, 1440]
article-paragraph: Ἡ Κυβέρνησις δύναται ν' ἀποφύγῃ καὶ νὰ μὴ ἀπαντήσῃ ἐπὶ τῶν ζητημάτων τούτων, διότι καὶ ἐμεῖς δυνάμεθα νὰ τὴν ἐρωτήσωμεν διατί δὲν ἐπιτρέπει εἰς τοὺς ἀπεσταλμένους μας νὰ τηλεγραφήσουν τὰ γεγονότα. — [30, 732, 234, 822]
ad-top: ΓΡΑΦΟΜΗΧΑΝΑΙ — [520, 1199, 705, 1223]
ad-line: ΕΙΔΗ ΦΩΤΙΣΜΟΥ — [522, 424, 703, 448]
article-paragraph: —Τὴν παρελθοῦσαν Κυριακὴν ἐτελέσθησαν οἱ γάμοι τοῦ κ. Μιχαὴλ Γελαδᾶ μετὰ τῆς δεσποινίδος Ἑλένης Βενιζέλου εἰς τὸν Ἅγιον Διονύσιον. — [246, 522, 474, 573]
article-paragraph: Ἡ Ἀγγλικὴ Κυβέρνησις πάντως δὲν ἐπιθυμεῖ καὶ οὐδένα λόγον νὰ ἐχῃ μετὰ τῆς Γαλλίας. — [755, 552, 1017, 577]
ad-top: ΕΚΠΤΩΣΕΙΣ — [550, 294, 675, 318]
article-paragraph: Τὸ ζήτημα τῶν λουτροπαλέων μᾶς ὑπεδείχθη εἰς τὴν πρόσφατον συζήτησιν. Εἰς τὸ Βουλευτήριον ἐλέχθη ὅτι θὰ ληφθοῦν ὅλα τὰ μέτρα. — [30, 1778, 234, 1829]
article-col-c — [1300, 262, 1572, 862]
article-paragraph: Ὁ αἰφνιδιασμὸς λοιπὸν ὁ ὑπάρχων ἤδη εἰς τὴν κοινὴν γνώμην καὶ εἰς τοὺς ἀναγνώστας μας ἔχει σπουδαίαν σημασίαν. — [30, 354, 234, 405]
ad-brand: WESTERN ELECTRIC Co — [534, 320, 691, 370]
ad-address: ΓΕΝΙΚΗ ΒΙΟΜΗΧΑΝΙΚΗ ΕΤΑΙΡΕΙΑ — [513, 1168, 712, 1179]
western-electric-ad — [486, 287, 739, 492]
article-paragraph: μόρης τῆς Φεϊζὰλ ἀπηύθυνεν ἔκκλησιν πρὸς τὴν Κοινωνίαν τῶν Ἐθνῶν καὶ τῆς ἐπιθέσεως τοῦ Στρατηγοῦ Γκουρὸ πρὸς τὴν Κοινωνίαν τῶν Ἐθνῶν. — [1300, 481, 1572, 532]
dunlop-ad — [486, 766, 739, 867]
artopoioi-ad — [486, 1066, 739, 1186]
article-paragraph: Ὁ Ναύαρχος ἔδωσε τὴν διαταγὴν. Τὸ «Κιλκίς» ἐξετόξευσε τὰς πρώτας βολάς. — [1300, 954, 1572, 979]
article-paragraph: Ταυτοχρόνως ὁ «Ἀετὸς» ἐξεκίνει διὰ τὸ Σουλτανκιόι. — [1300, 1133, 1572, 1158]
